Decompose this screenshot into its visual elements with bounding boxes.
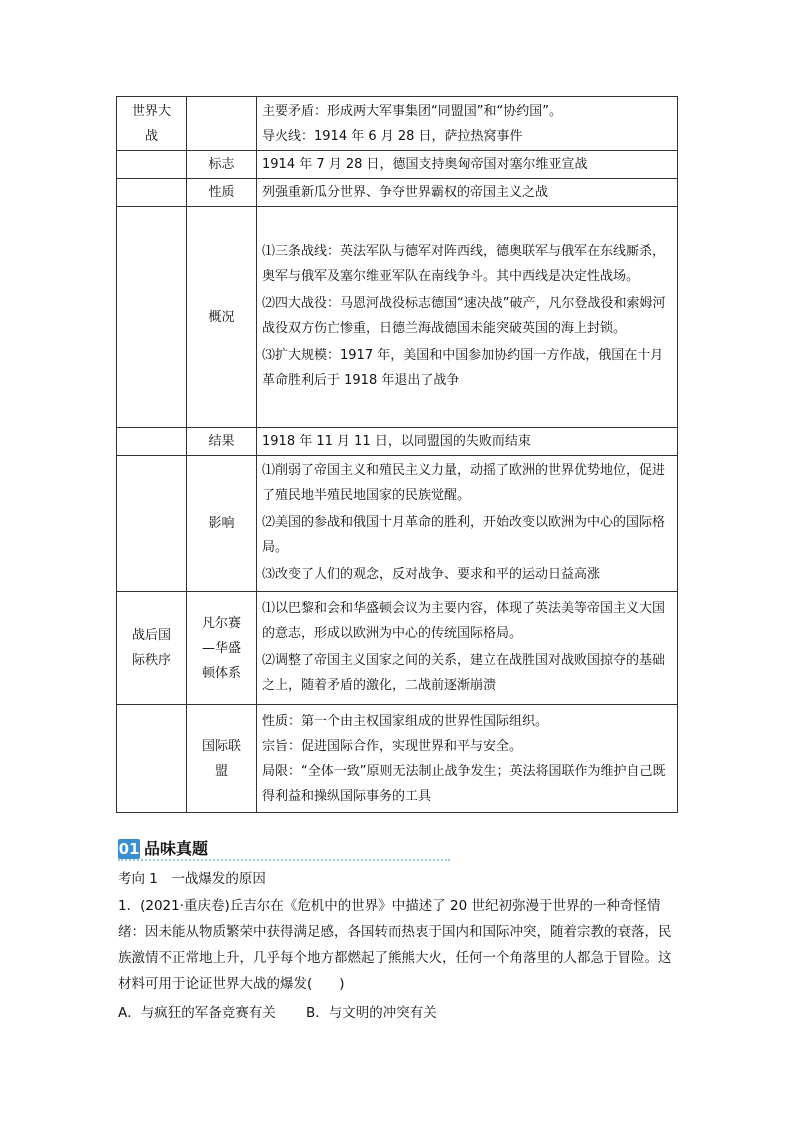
- postwar-paragraph: ⑴以巴黎和会和华盛顿会议为主要内容，体现了英法美等帝国主义大国的意志，形成以欧洲为中心的传统国际格局。: [262, 601, 666, 641]
- section-number-badge: 01: [118, 840, 140, 858]
- postwar-cell: [257, 592, 678, 705]
- impact-paragraph: ⑵美国的参战和俄国十月革命的胜利，开始改变以欧洲为中心的国际格局。: [262, 515, 666, 555]
- section-title: 品味真题: [144, 839, 209, 858]
- label-overview: 概况: [187, 207, 257, 428]
- empty-cell: [117, 179, 187, 207]
- label-versailles-washington-text: 凡尔赛—华盛顿体系: [201, 615, 241, 681]
- label-nature: 性质: [187, 179, 257, 207]
- label-impact: 影响: [187, 456, 257, 592]
- league-line: 局限：“全体一致”原则无法制止战争发生；英法将国联作为维护自己既得利益和操纵国际事务的工具: [262, 763, 666, 804]
- impact-paragraph: ⑶改变了人们的观念，反对战争、要求和平的运动日益高涨: [262, 567, 601, 582]
- overview-paragraph: ⑶扩大规模：1917 年，美国和中国参加协约国一方作战，俄国在十月革命胜利后于 1918 年退出了战争: [262, 348, 664, 388]
- label-world-war: [117, 97, 187, 151]
- label-league-of-nations-text: 国际联盟: [201, 738, 241, 779]
- cause-cell: [257, 97, 678, 151]
- option-b[interactable]: B．与文明的冲突有关: [306, 1005, 437, 1021]
- empty-cell: [187, 97, 257, 151]
- empty-cell: [117, 456, 187, 592]
- overview-paragraph: ⑴三条战线：英法军队与德军对阵西线，德奥联军与俄军在东线厮杀，奥军与俄军及塞尔维亚军队在南线争斗。其中西线是决定性战场。: [262, 244, 666, 284]
- history-summary-table: [116, 96, 678, 813]
- label-league-of-nations: [187, 705, 257, 813]
- label-postwar-order: [117, 592, 187, 705]
- nature-text: 列强重新瓜分世界、争夺世界霸权的帝国主义之战: [257, 179, 678, 207]
- label-postwar-order-text: 战后国际秩序: [131, 628, 171, 668]
- empty-cell: [117, 207, 187, 428]
- answer-options: [118, 1000, 680, 1026]
- label-world-war-text: 世界大战: [131, 103, 171, 144]
- label-result: 结果: [187, 428, 257, 456]
- label-versailles-washington: [187, 592, 257, 705]
- empty-cell: [117, 705, 187, 813]
- league-cell: [257, 705, 678, 813]
- empty-cell: [117, 428, 187, 456]
- league-line: 性质：第一个由主权国家组成的世界性国际组织。: [262, 713, 549, 729]
- main-contradiction: 主要矛盾：形成两大军事集团“同盟国”和“协约国”。: [262, 103, 562, 119]
- section-header: [118, 839, 450, 859]
- league-line: 宗旨：促进国际合作，实现世界和平与安全。: [262, 738, 523, 754]
- postwar-paragraph: ⑵调整了帝国主义国家之间的关系，建立在战胜国对战败国掠夺的基础之上，随着矛盾的激化，二战前逐渐崩溃: [262, 653, 666, 693]
- impact-cell: [257, 456, 678, 592]
- label-sign: 标志: [187, 151, 257, 179]
- sign-text: 1914 年 7 月 28 日，德国支持奥匈帝国对塞尔维亚宣战: [257, 151, 678, 179]
- section-divider: [118, 859, 450, 861]
- trigger-event: 导火线：1914 年 6 月 28 日，萨拉热窝事件: [262, 128, 523, 144]
- option-a[interactable]: A．与疯狂的军备竞赛有关: [118, 1005, 276, 1021]
- overview-cell: [257, 207, 678, 428]
- overview-paragraph: ⑵四大战役：马恩河战役标志德国“速决战”破产，凡尔登战役和索姆河战役双方伤亡惨重，日德兰海战德国未能突破英国的海上封锁。: [262, 296, 666, 336]
- result-text: 1918 年 11 月 11 日，以同盟国的失败而结束: [257, 428, 678, 456]
- empty-cell: [117, 151, 187, 179]
- question-stem: 1．(2021·重庆卷)丘吉尔在《危机中的世界》中描述了 20 世纪初弥漫于世界的一种奇怪情绪：因未能从物质繁荣中获得满足感，各国转而热衷于国内和国际冲突，随着宗教的衰落，民族激情不正常地上升，几乎每个地方都燃起了熊熊大火，任何一个角落里的人都急于冒险。这材料可用于论证世界大战的爆发( ): [118, 898, 672, 992]
- topic-heading: 考向 1 一战爆发的原因: [118, 871, 266, 887]
- impact-paragraph: ⑴削弱了帝国主义和殖民主义力量，动摇了欧洲的世界优势地位，促进了殖民地半殖民地国家的民族觉醒。: [262, 463, 666, 503]
